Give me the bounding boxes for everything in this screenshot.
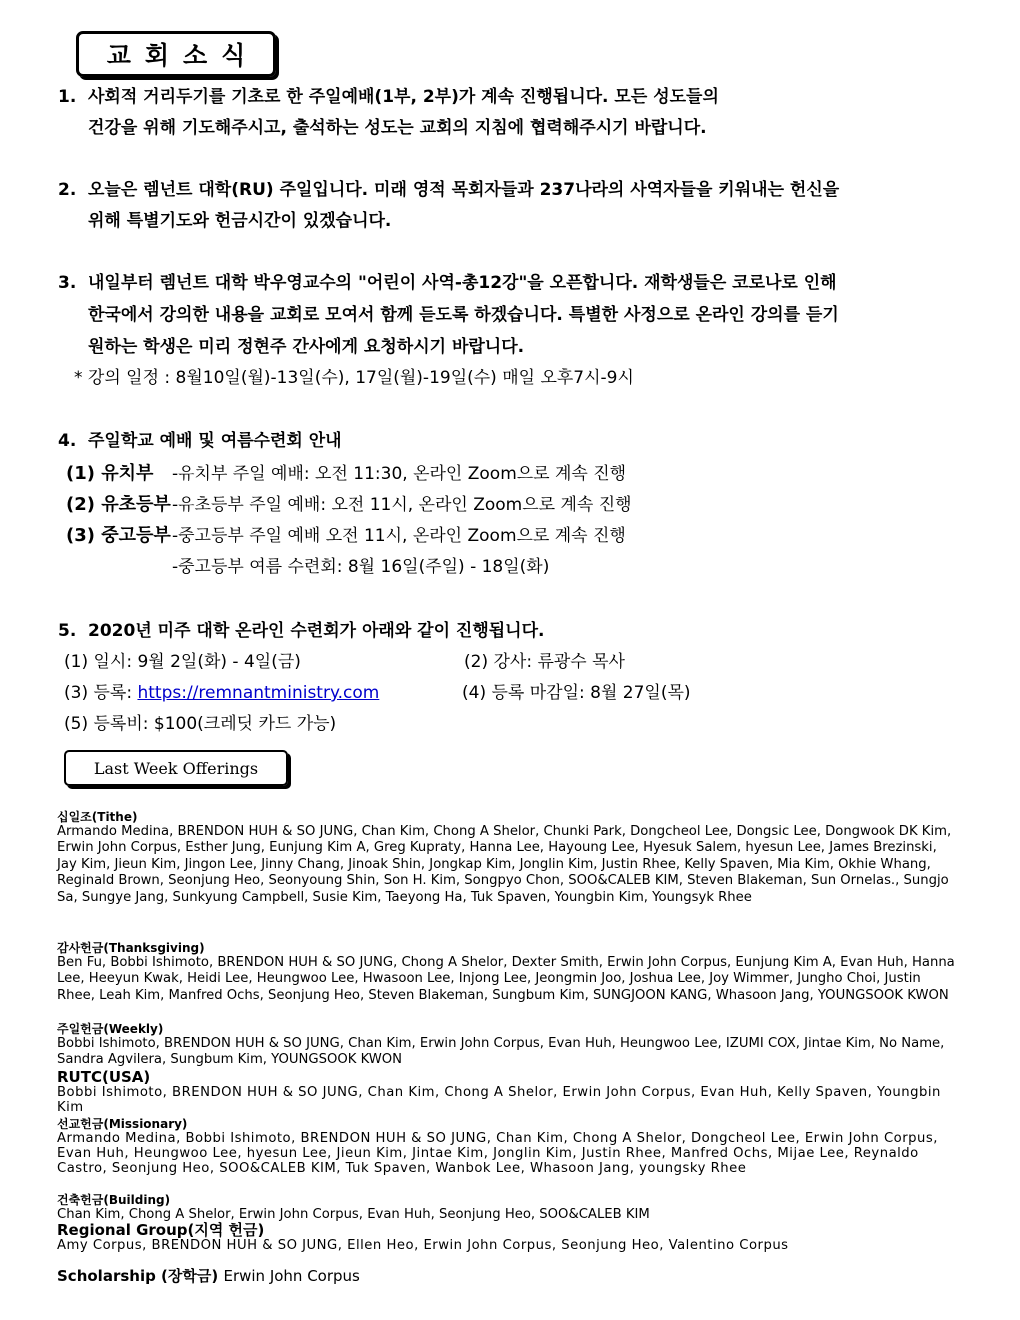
dept-text-elementary: -유초등부 주일 예배: 오전 11시, 온라인 Zoom으로 계속 진행 [172,495,632,515]
register-label: (3) 등록: [64,683,133,703]
item-number: 3. [58,273,77,293]
retreat-speaker: (2) 강사: 류광수 목사 [464,652,625,672]
offering-label-thanksgiving: 감사헌금(Thanksgiving) [57,941,205,955]
offering-label-missionary: 선교헌금(Missionary) [57,1117,188,1131]
item-number: 4. [58,431,77,451]
news-item-4 [58,426,342,456]
offerings-heading: Last Week Offerings [64,750,288,786]
news-item-3-line3: 원하는 학생은 미리 정현주 간사에게 요청하시기 바랍니다. [88,337,525,357]
offering-names-rutc: Bobbi Ishimoto, BRENDON HUH & SO JUNG, Chan Kim, Chong A Shelor, Erwin John Corpus, Evan Huh, Kelly Spaven, Youngbin Kim [57,1085,941,1115]
offering-label-regional: Regional Group(지역 헌금) [57,1221,265,1239]
offering-names-scholarship: Erwin John Corpus [223,1267,360,1285]
offering-names-building: Chan Kim, Chong A Shelor, Erwin John Corpus, Evan Huh, Seonjung Heo, SOO&CALEB KIM [57,1207,650,1222]
dept-text-youth-retreat: -중고등부 여름 수련회: 8월 16일(주일) - 18일(화) [172,557,550,577]
register-link[interactable]: https://remnantministry.com [137,683,380,703]
offering-names-thanksgiving: Ben Fu, Bobbi Ishimoto, BRENDON HUH & SO JUNG, Chong A Shelor, Dexter Smith, Erwin John Corpus, Eunjung Kim A, Evan Huh, Hanna Lee, Heeyun Kwak, Heidi Lee, Heungwoo Lee, Hwasoon Lee, Injong Lee, Jeongmin Joo, Joshua Lee, Joy Wimmer, Jungho Choi, Justin Rhee, Leah Kim, Manfred Ochs, Seonjung Heo, Steven Blakeman, Sungbum Kim, SUNGJOON KANG, Whasoon Jang, YOUNGSOOK KWON [57,955,955,1003]
offering-names-regional: Amy Corpus, BRENDON HUH & SO JUNG, Ellen Heo, Erwin John Corpus, Seonjung Heo, Valentino Corpus [57,1238,789,1253]
retreat-date: (1) 일시: 9월 2일(화) - 4일(금) [64,652,301,672]
offering-label-rutc: RUTC(USA) [57,1068,151,1086]
retreat-register [64,678,379,708]
item-text: 내일부터 렘넌트 대학 박우영교수의 "어린이 사역-총12강"을 오픈합니다. 재학생들은 코로나로 인해 [88,273,837,293]
retreat-fee: (5) 등록비: $100(크레딧 카드 가능) [64,714,337,734]
item-number: 2. [58,180,77,200]
news-item-1 [58,82,719,112]
dept-text-kindergarten: -유치부 주일 예배: 오전 11:30, 온라인 Zoom으로 계속 진행 [172,464,627,484]
lecture-schedule-note: * 강의 일정 : 8월10일(월)-13일(수), 17일(월)-19일(수) 매일 오후7시-9시 [74,368,634,388]
news-item-5 [58,616,545,646]
offering-names-tithe: Armando Medina, BRENDON HUH & SO JUNG, Chan Kim, Chong A Shelor, Chunki Park, Dongcheol Lee, Dongsic Lee, Dongwook DK Kim, Erwin John Corpus, Esther Jung, Eunjung Kim A, Greg Kupraty, Hanna Lee, Hayoung Lee, Hyesuk Salem, hyesun Lee, James Brezinski, Jay Kim, Jieun Kim, Jingon Lee, Jinny Chang, Jinoak Shin, Jongkap Kim, Jonglin Kim, Justin Rhee, Kelly Spaven, Mia Kim, Okhie Whang, Reginald Brown, Seonjung Heo, Seonyoung Shin, Son H. Kim, Songpyo Chon, SOO&CALEB KIM, Steven Blakeman, Sun Ornelas., Sungjo Sa, Sungye Jang, Sunkyung Campbell, Susie Kim, Taeyong Ha, Tuk Spaven, Youngbin Kim, Youngsyk Rhee [57,824,952,905]
item-text: 오늘은 렘넌트 대학(RU) 주일입니다. 미래 영적 목회자들과 237나라의 사역자들을 키워내는 헌신을 [88,180,840,200]
page-title: 교회소식 [76,31,276,77]
offering-label-weekly: 주일헌금(Weekly) [57,1022,164,1036]
dept-label-youth: (3) 중고등부 [66,525,171,546]
retreat-deadline: (4) 등록 마감일: 8월 27일(목) [462,683,691,703]
dept-text-youth: -중고등부 주일 예배 오전 11시, 온라인 Zoom으로 계속 진행 [172,526,626,546]
item-number: 5. [58,621,77,641]
item-number: 1. [58,87,77,107]
item-text: 사회적 거리두기를 기초로 한 주일예배(1부, 2부)가 계속 진행됩니다. 모든 성도들의 [88,87,719,107]
item-title: 주일학교 예배 및 여름수련회 안내 [88,431,342,451]
news-item-3-line2: 한국에서 강의한 내용을 교회로 모여서 함께 듣도록 하겠습니다. 특별한 사정으로 온라인 강의를 듣기 [88,305,839,325]
offering-label-building: 건축헌금(Building) [57,1193,171,1207]
dept-label-elementary: (2) 유초등부 [66,494,171,515]
news-item-3 [58,268,837,298]
offering-names-missionary: Armando Medina, Bobbi Ishimoto, BRENDON HUH & SO JUNG, Chan Kim, Chong A Shelor, Dongcheol Lee, Erwin John Corpus, Evan Huh, Heungwoo Lee, hyesun Lee, Jieun Kim, Jintae Kim, Jonglin Kim, Justin Rhee, Manfred Ochs, Mijae Lee, Reynaldo Castro, Seonjung Heo, SOO&CALEB KIM, Tuk Spaven, Wanbok Lee, Whasoon Jang, youngsky Rhee [57,1131,938,1176]
item-title: 2020년 미주 대학 온라인 수련회가 아래와 같이 진행됩니다. [88,621,545,641]
offering-scholarship [57,1268,360,1284]
offering-label-tithe: 십일조(Tithe) [57,810,138,824]
offering-names-weekly: Bobbi Ishimoto, BRENDON HUH & SO JUNG, Chan Kim, Erwin John Corpus, Evan Huh, Heungwoo Lee, IZUMI COX, Jintae Kim, No Name, Sandra Agvilera, Sungbum Kim, YOUNGSOOK KWON [57,1036,945,1068]
news-item-2-line2: 위해 특별기도와 헌금시간이 있겠습니다. [88,211,392,231]
dept-label-kindergarten: (1) 유치부 [66,463,154,484]
offering-label-scholarship: Scholarship (장학금) [57,1267,219,1285]
news-item-1-line2: 건강을 위해 기도해주시고, 출석하는 성도는 교회의 지침에 협력해주시기 바랍니다. [88,118,707,138]
news-item-2 [58,175,839,205]
